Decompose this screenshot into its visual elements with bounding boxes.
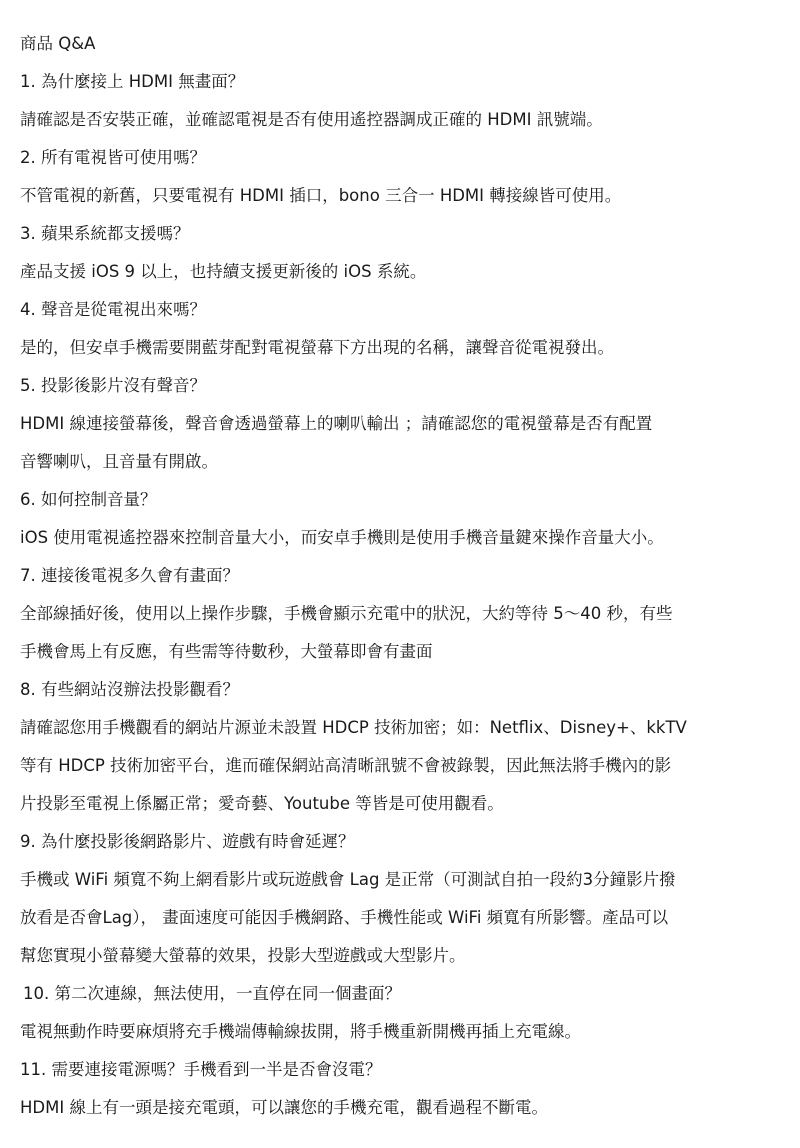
faq-answer: 片投影至電視上係屬正常；愛奇藝、Youtube 等皆是可使用觀看。 [20, 794, 504, 813]
faq-question: 1. 為什麼接上 HDMI 無畫面？ [20, 72, 245, 91]
faq-answer: HDMI 線上有一頭是接充電頭，可以讓您的手機充電，觀看過程不斷電。 [20, 1098, 548, 1117]
faq-question: 6. 如何控制音量？ [20, 490, 157, 509]
faq-question: 8. 有些網站沒辦法投影觀看？ [20, 680, 239, 699]
faq-answer: iOS 使用電視遙控器來控制音量大小，而安卓手機則是使用手機音量鍵來操作音量大小。 [20, 528, 664, 547]
faq-answer: 等有 HDCP 技術加密平台，進而確保網站高清晰訊號不會被錄製，因此無法將手機內的影 [20, 756, 672, 775]
faq-answer: 不管電視的新舊，只要電視有 HDMI 插口，bono 三合一 HDMI 轉接線皆可使用。 [20, 186, 622, 205]
faq-answer: 手機會馬上有反應，有些需等待數秒，大螢幕即會有畫面 [20, 642, 433, 661]
faq-question: 2. 所有電視皆可使用嗎？ [20, 148, 206, 167]
faq-answer: 全部線插好後，使用以上操作步驟，手機會顯示充電中的狀況，大約等待 5～40 秒，有些 [20, 604, 673, 623]
faq-question: 5. 投影後影片沒有聲音？ [20, 376, 206, 395]
faq-question: 10. 第二次連線，無法使用，一直停在同一個畫面？ [23, 984, 401, 1003]
faq-question: 3. 蘋果系統都支援嗎？ [20, 224, 190, 243]
faq-heading: 商品 Q&A [20, 34, 96, 53]
faq-answer: HDMI 線連接螢幕後，聲音會透過螢幕上的喇叭輸出 ；請確認您的電視螢幕是否有配置 [20, 414, 653, 433]
faq-answer: 請確認您用手機觀看的網站片源並未設置 HDCP 技術加密；如：Netflix、Disney+、kkTV [20, 718, 687, 737]
faq-answer: 產品支援 iOS 9 以上，也持續支援更新後的 iOS 系統。 [20, 262, 427, 281]
faq-answer: 音響喇叭，且音量有開啟。 [20, 452, 218, 471]
faq-answer: 電視無動作時要麻煩將充手機端傳輸線拔開，將手機重新開機再插上充電線。 [20, 1022, 581, 1041]
faq-question: 4. 聲音是從電視出來嗎？ [20, 300, 206, 319]
faq-answer: 放看是否會Lag）， 畫面速度可能因手機網路、手機性能或 WiFi 頻寬有所影響。產品可以 [20, 908, 669, 927]
faq-answer: 幫您實現小螢幕變大螢幕的效果，投影大型遊戲或大型影片。 [20, 946, 466, 965]
faq-answer: 是的，但安卓手機需要開藍芽配對電視螢幕下方出現的名稱，讓聲音從電視發出。 [20, 338, 614, 357]
faq-question: 11. 需要連接電源嗎？手機看到一半是否會沒電？ [20, 1060, 382, 1079]
faq-answer: 請確認是否安裝正確，並確認電視是否有使用遙控器調成正確的 HDMI 訊號端。 [20, 110, 603, 129]
faq-answer: 手機或 WiFi 頻寬不夠上網看影片或玩遊戲會 Lag 是正常（可測試自拍一段約3分鐘影片撥 [20, 870, 676, 889]
faq-question: 9. 為什麼投影後網路影片、遊戲有時會延遲？ [20, 832, 355, 851]
faq-question: 7. 連接後電視多久會有畫面？ [20, 566, 239, 585]
